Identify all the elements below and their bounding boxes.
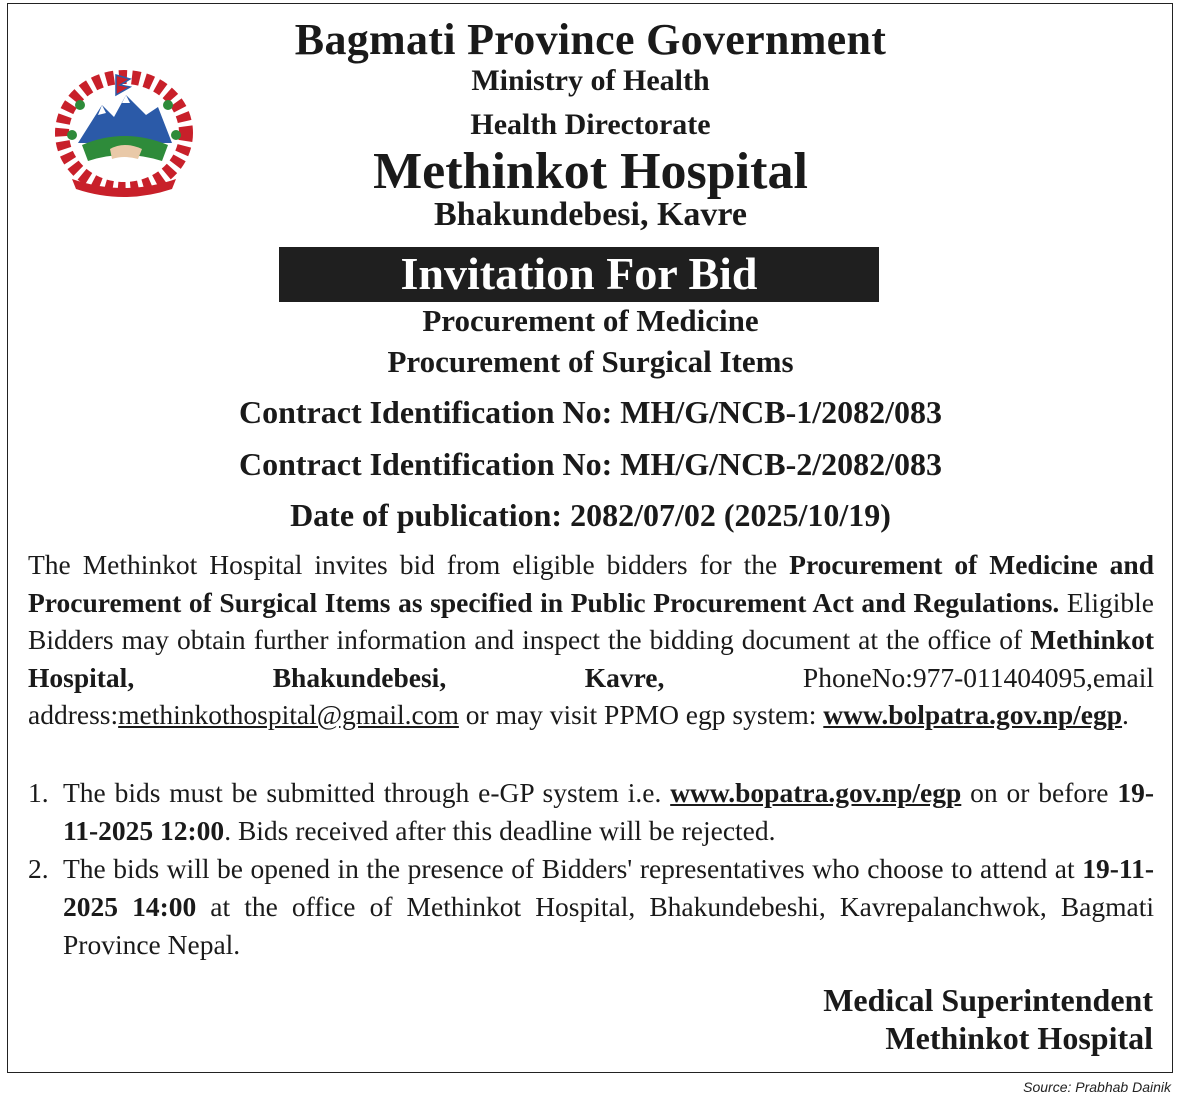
ministry-title: Ministry of Health	[471, 64, 710, 97]
publication-date: Date of publication: 2082/07/02 (2025/10/19)	[290, 497, 891, 533]
hospital-title: Methinkot Hospital	[373, 143, 808, 200]
procurement-line-1: Procurement of Medicine	[422, 303, 759, 338]
item-2-text-b: at the office of Methinkot Hospital, Bhakundebeshi, Kavrepalanchwok, Bagmati Province Nepal.	[63, 891, 1154, 960]
invitation-banner: Invitation For Bid	[279, 247, 879, 302]
list-item-number: 1.	[28, 777, 49, 808]
government-title: Bagmati Province Government	[294, 15, 887, 64]
body-text-2: Eligible Bidders may obtain further information and inspect the bidding document at the office of	[28, 586, 1154, 655]
bolpatra-link[interactable]: www.bolpatra.gov.np/egp	[823, 699, 1123, 730]
list-item	[28, 774, 1154, 850]
body-text-1: The Methinkot Hospital invites bid from eligible bidders for the	[28, 549, 790, 580]
hospital-location: Bhakundebesi, Kavre	[433, 196, 747, 233]
contract-id-1: Contract Identification No: MH/G/NCB-1/2082/083	[238, 394, 943, 430]
directorate-title: Health Directorate	[470, 108, 711, 141]
contract-id-2: Contract Identification No: MH/G/NCB-2/2082/083	[238, 446, 943, 482]
body-paragraph	[28, 546, 1154, 734]
egp-link[interactable]: www.bopatra.gov.np/egp	[670, 777, 962, 808]
body-bold-1: Procurement of Medicine and Procurement of Surgical Items as specified in Public Procurement Act and Regulations.	[28, 549, 1154, 618]
list-item-number: 2.	[28, 853, 49, 884]
item-2-text-a: The bids will be opened in the presence of Bidders' representatives who choose to attend at	[63, 853, 1083, 884]
item-1-text-c: . Bids received after this deadline will be rejected.	[224, 815, 776, 846]
item-1-text-a: The bids must be submitted through e-GP system i.e.	[63, 777, 671, 808]
email-link[interactable]: methinkothospital@gmail.com	[118, 699, 459, 730]
item-1-text-b: on or before	[961, 777, 1118, 808]
source-credit: Source: Prabhab Dainik	[1023, 1079, 1171, 1095]
submission-deadline: 19-11-2025 12:00	[63, 777, 1154, 846]
signatory-org: Methinkot Hospital	[885, 1020, 1153, 1056]
body-text-5: .	[1122, 699, 1129, 730]
list-item	[28, 850, 1154, 964]
opening-datetime: 19-11-2025 14:00	[63, 853, 1154, 922]
body-text-4: or may visit PPMO egp system:	[458, 699, 824, 730]
body-bold-2: Methinkot Hospital, Bhakundebesi, Kavre,	[28, 624, 1154, 693]
body-text-3: PhoneNo:977-011404095,email address:	[28, 661, 1154, 730]
procurement-line-2: Procurement of Surgical Items	[387, 344, 794, 379]
signatory-title: Medical Superintendent	[823, 982, 1153, 1018]
